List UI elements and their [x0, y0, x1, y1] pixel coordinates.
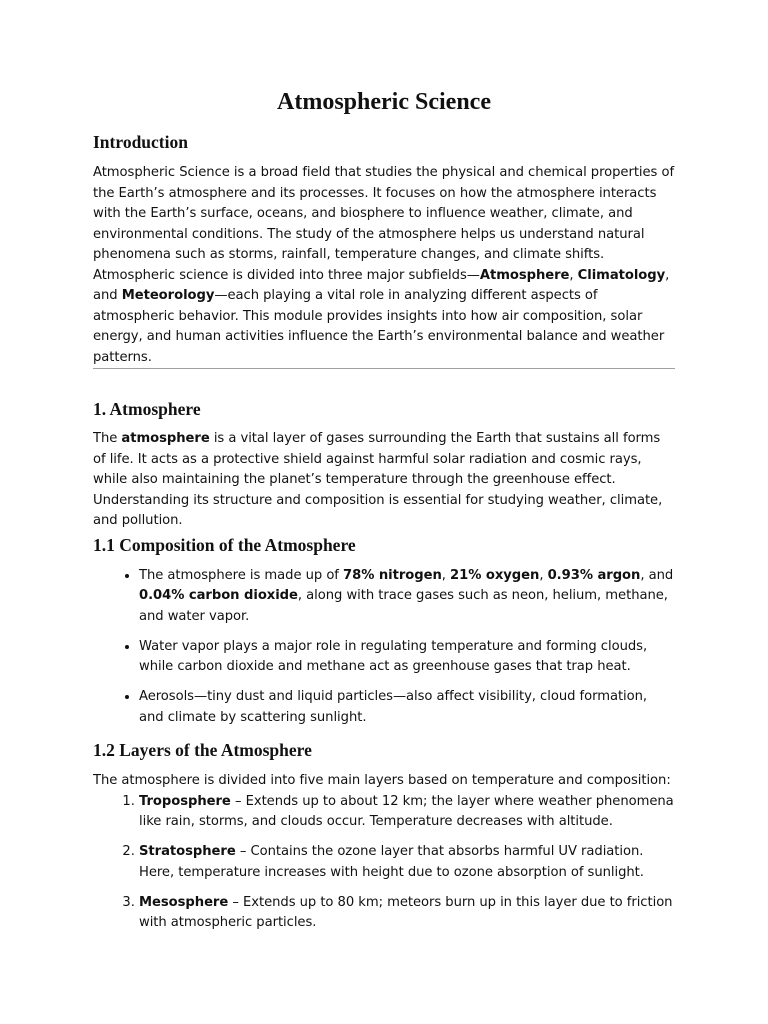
intro-text: —each playing a vital role in analyzing different aspects of atmospheric behavior. This module provides insights into how air composition, solar energy, and human activities influence the Earth’s environmental balance and weather patterns. [93, 288, 665, 365]
list-item-text: , [441, 567, 451, 583]
list-item: • Water vapor plays a major role in regulating temperature and forming clouds, while carbon dioxide and methane act as greenhouse gases that trap heat. [139, 637, 675, 678]
section-divider [93, 368, 675, 369]
section-atmosphere-paragraph [93, 429, 675, 532]
list-item: • Aerosols—tiny dust and liquid particles—also affect visibility, cloud formation, and climate by scattering sunlight. [139, 687, 675, 728]
composition-list [93, 566, 675, 729]
paragraph-text: The [93, 431, 122, 446]
introduction-heading: Introduction [93, 132, 188, 152]
gas-oxygen: 21% oxygen [450, 567, 540, 583]
intro-separator: , [569, 267, 578, 283]
layer-description: – Contains the ozone layer that absorbs harmful UV radiation. Here, temperature increases with height due to ozone absorption of sunlight. [139, 844, 644, 880]
layer-item-troposphere [139, 792, 675, 833]
term-atmosphere: atmosphere [121, 431, 210, 446]
layer-item-mesosphere [139, 893, 675, 934]
layer-item-stratosphere [139, 842, 675, 883]
layers-list [93, 792, 675, 934]
intro-term-climatology: Climatology [577, 267, 666, 283]
layer-name: Troposphere [139, 793, 231, 809]
gas-carbon-dioxide: 0.04% carbon dioxide [139, 588, 298, 603]
layer-name: Mesosphere [139, 894, 229, 910]
document-page [93, 84, 675, 934]
layer-description: – Extends up to 80 km; meteors burn up in this layer due to friction with atmospheric particles. [139, 894, 673, 930]
layers-heading: 1.2 Layers of the Atmosphere [93, 740, 312, 760]
layer-name: Stratosphere [139, 844, 236, 859]
list-item [139, 566, 675, 628]
list-item-text: , and [640, 567, 674, 583]
list-item-text: , [539, 567, 548, 583]
composition-heading: 1.1 Composition of the Atmosphere [93, 534, 356, 555]
document-title: Atmospheric Science [277, 89, 491, 115]
list-item-text: , along with trace gases such as neon, helium, methane, and water vapor. [139, 588, 668, 624]
introduction-paragraph [93, 163, 675, 368]
intro-text: Atmospheric Science is a broad field that studies the physical and chemical properties of the Earth’s atmosphere and its processes. It focuses on how the atmosphere interacts with the Earth’s surface, oceans, and biosphere to influence weather, climate, and environmental conditions. The study of the atmosphere helps us understand natural phenomena such as storms, rainfall, temperature changes, and climate shifts. Atmospheric science is divided into three major subfields— [93, 165, 675, 283]
gas-argon: 0.93% argon [547, 567, 641, 583]
section-atmosphere-heading: 1. Atmosphere [93, 399, 201, 419]
intro-separator: , and [93, 267, 670, 303]
list-item-text: The atmosphere is made up of [139, 567, 344, 583]
paragraph-text: is a vital layer of gases surrounding the Earth that sustains all forms of life. It acts as a protective shield against harmful solar radiation and cosmic rays, while also maintaining the planet’s temperature through the greenhouse effect. Understanding its structure and composition is essential for studying weather, climate, and pollution. [93, 431, 663, 528]
intro-term-meteorology: Meteorology [121, 288, 215, 303]
gas-nitrogen: 78% nitrogen [343, 567, 442, 583]
layers-intro: The atmosphere is divided into five main layers based on temperature and composition: [93, 773, 671, 788]
intro-term-atmosphere: Atmosphere [479, 267, 570, 283]
layer-description: – Extends up to about 12 km; the layer where weather phenomena like rain, storms, and clouds occur. Temperature decreases with altitude. [139, 793, 674, 829]
